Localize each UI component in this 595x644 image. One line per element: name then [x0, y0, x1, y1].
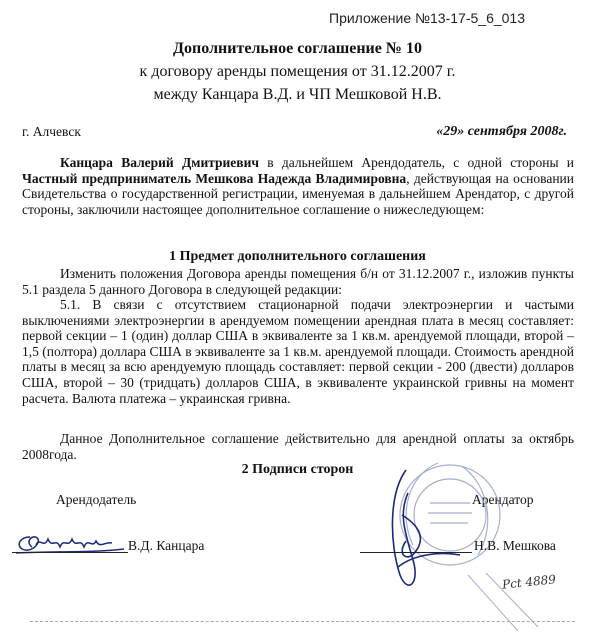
document-place: г. Алчевск	[22, 124, 81, 139]
document-subtitle-parties: между Канцара В.Д. и ЧП Мешковой Н.В.	[153, 86, 442, 103]
section2-heading: 2 Подписи сторон	[241, 462, 354, 477]
handwritten-note: Pct 4889	[501, 572, 557, 592]
section1-paragraph-2: 5.1. В связи с отсутствием стационарной подачи электроэнергии и частыми выключениями электроэнергии в арендуемом помещении арендная плата в месяц составляет: первой секции – 1 (один) доллар США в эквиваленте за 1 кв.м. арендуемой площади, второй – 1,5 (полтора) доллара США в эквиваленте за 1 кв.м. арендуемой площади. Стоимость арендной платы в месяц за всю арендуемую площадь составляет: первой секции - 200 (двести) долларов США, второй – 30 (тридцать) долларов США, в эквиваленте украинской гривны на момент расчета. Валюта платежа – украинская гривна.	[22, 297, 574, 406]
document-subtitle-contract: к договору аренды помещения от 31.12.2007 г.	[139, 63, 456, 80]
tenant-label: Арендатор	[472, 492, 534, 507]
appendix-label: Приложение №13-17-5_6_013	[329, 10, 525, 26]
tenant-signature-line	[360, 552, 472, 553]
landlord-signature-icon	[12, 523, 128, 559]
landlord-signature-line	[12, 552, 128, 553]
party1-name: Канцара Валерий Дмитриевич	[60, 155, 259, 170]
tenant-name: Н.В. Мешкова	[474, 538, 556, 553]
landlord-label: Арендодатель	[56, 492, 137, 507]
party2-text: , действующая на основании Свидетельства о государственной регистрации, именуемая в дальнейшем Арендатор, с другой стороны, заключили настоящее дополнительное соглашение о нижеследующем:	[22, 170, 574, 217]
document-title: Дополнительное соглашение № 10	[173, 40, 422, 57]
bottom-divider	[30, 621, 575, 622]
party2-name: Частный предприниматель Мешкова Надежда Владимировна	[22, 170, 407, 186]
landlord-name: В.Д. Канцара	[128, 538, 205, 553]
section1-heading: 1 Предмет дополнительного соглашения	[169, 249, 426, 264]
section1-paragraph-3: Данное Дополнительное соглашение действительно для арендной оплаты за октябрь 2008года.	[22, 431, 574, 462]
section1-paragraph-1: Изменить положения Договора аренды помещения б/н от 31.12.2007 г., изложив пункты 5.1 раздела 5 данного Договора в следующей редакции:	[22, 266, 574, 297]
party1-text: в дальнейшем Арендодатель, с одной стороны и	[267, 155, 575, 170]
document-date: «29» сентября 2008г.	[436, 124, 567, 139]
intro-paragraph	[22, 155, 574, 217]
